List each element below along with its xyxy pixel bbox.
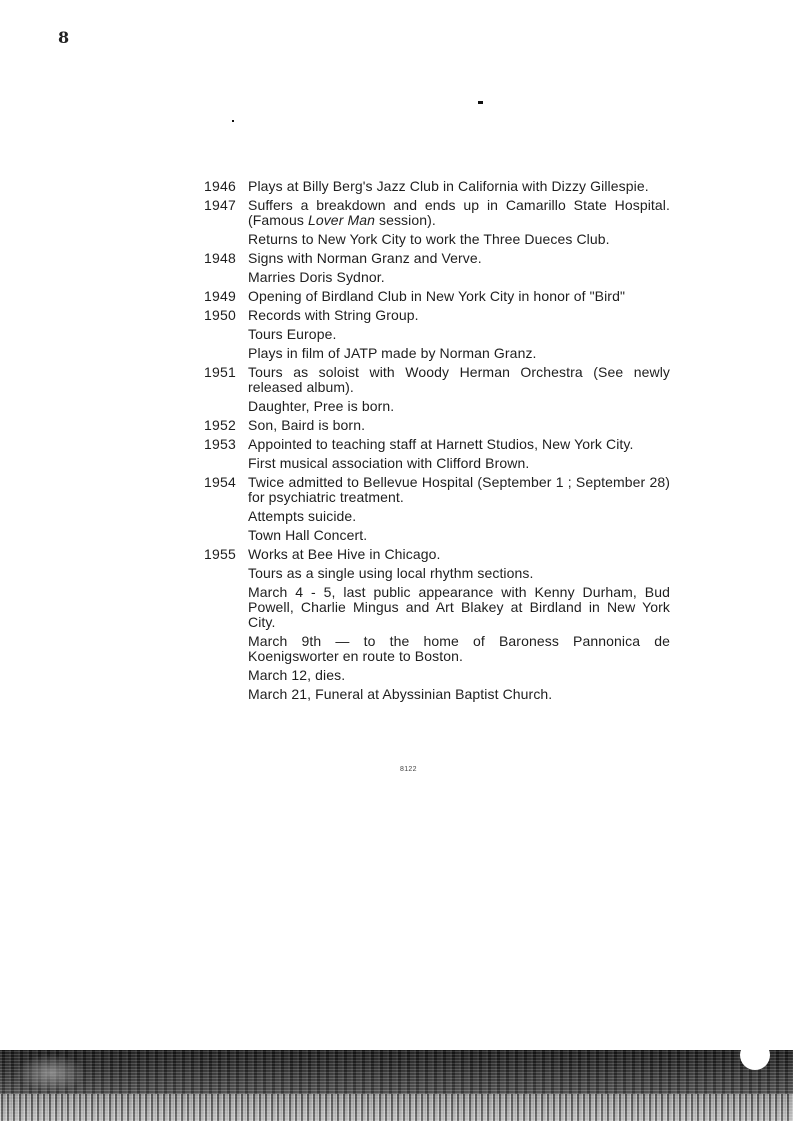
event-text: March 4 - 5, last public appearance with Kenny Durham, Bud Powell, Charlie Mingus and Art Blakey at Birdland in New York City. <box>248 584 670 630</box>
event-list <box>248 437 670 471</box>
year-block <box>204 547 670 702</box>
event-entry <box>248 365 670 395</box>
event-entry <box>248 289 670 304</box>
event-entry <box>248 308 670 323</box>
event-text: Returns to New York City to work the Three Dueces Club. <box>248 231 610 247</box>
event-entry <box>248 418 670 433</box>
event-text: Tours as a single using local rhythm sections. <box>248 565 534 581</box>
event-list <box>248 547 670 702</box>
year-label: 1950 <box>204 307 236 323</box>
event-text: Attempts suicide. <box>248 508 357 524</box>
event-list <box>248 308 670 361</box>
event-text: Plays at Billy Berg's Jazz Club in California with Dizzy Gillespie. <box>248 178 649 194</box>
event-entry <box>248 547 670 562</box>
event-text: Records with String Group. <box>248 307 419 323</box>
punch-hole-mark <box>740 1040 770 1070</box>
event-entry <box>248 179 670 194</box>
event-entry <box>248 327 670 342</box>
event-text: session). <box>374 212 436 228</box>
year-block <box>204 308 670 361</box>
year-block <box>204 251 670 285</box>
year-block <box>204 289 670 304</box>
year-block <box>204 437 670 471</box>
event-text: First musical association with Clifford Brown. <box>248 455 530 471</box>
year-label: 1953 <box>204 436 236 452</box>
chronology-timeline <box>204 179 670 706</box>
year-label: 1955 <box>204 546 236 562</box>
event-text: Signs with Norman Granz and Verve. <box>248 250 482 266</box>
event-entry <box>248 509 670 524</box>
event-text: Daughter, Pree is born. <box>248 398 395 414</box>
year-label: 1946 <box>204 178 236 194</box>
scan-speck <box>478 101 483 104</box>
event-entry <box>248 399 670 414</box>
page-number: 8 <box>58 28 70 47</box>
year-label: 1947 <box>204 197 236 213</box>
year-block <box>204 365 670 414</box>
event-entry <box>248 528 670 543</box>
event-entry <box>248 270 670 285</box>
event-list <box>248 418 670 433</box>
event-entry <box>248 346 670 361</box>
event-entry <box>248 687 670 702</box>
event-entry <box>248 456 670 471</box>
event-entry <box>248 437 670 452</box>
year-label: 1954 <box>204 474 236 490</box>
event-text: Suffers a breakdown and ends up in Camarillo State Hospital. (Famous <box>248 197 670 228</box>
event-entry <box>248 251 670 266</box>
event-text: Opening of Birdland Club in New York City in honor of "Bird" <box>248 288 626 304</box>
event-text-italic: Lover Man <box>307 212 375 228</box>
year-label: 1952 <box>204 417 236 433</box>
event-text: Plays in film of JATP made by Norman Granz. <box>248 345 537 361</box>
scanner-smudge <box>16 1054 86 1092</box>
event-text: Marries Doris Sydnor. <box>248 269 385 285</box>
event-text: Tours Europe. <box>248 326 337 342</box>
event-list <box>248 475 670 543</box>
event-entry <box>248 198 670 228</box>
year-label: 1948 <box>204 250 236 266</box>
event-entry <box>248 585 670 630</box>
year-block <box>204 418 670 433</box>
year-block <box>204 475 670 543</box>
event-list <box>248 365 670 414</box>
year-label: 1951 <box>204 364 236 380</box>
event-list <box>248 198 670 247</box>
scan-speck <box>232 120 234 122</box>
event-list <box>248 251 670 285</box>
event-entry <box>248 668 670 683</box>
event-text: March 21, Funeral at Abyssinian Baptist Church. <box>248 686 553 702</box>
scanner-edge-artifact-lower <box>0 1094 793 1121</box>
event-text: Twice admitted to Bellevue Hospital (September 1 ; September 28) for psychiatric treatment. <box>248 474 670 505</box>
event-entry <box>248 232 670 247</box>
event-entry <box>248 634 670 664</box>
event-list <box>248 289 670 304</box>
event-entry <box>248 475 670 505</box>
year-label: 1949 <box>204 288 236 304</box>
event-text: Son, Baird is born. <box>248 417 366 433</box>
year-block <box>204 198 670 247</box>
event-text: Town Hall Concert. <box>248 527 368 543</box>
event-entry <box>248 566 670 581</box>
year-block <box>204 179 670 194</box>
event-list <box>248 179 670 194</box>
document-code: 8122 <box>400 766 417 773</box>
event-text: March 9th — to the home of Baroness Pannonica de Koenigsworter en route to Boston. <box>248 633 670 664</box>
event-text: Appointed to teaching staff at Harnett Studios, New York City. <box>248 436 634 452</box>
event-text: Tours as soloist with Woody Herman Orchestra (See newly released album). <box>248 364 670 395</box>
event-text: Works at Bee Hive in Chicago. <box>248 546 441 562</box>
event-text: March 12, dies. <box>248 667 346 683</box>
